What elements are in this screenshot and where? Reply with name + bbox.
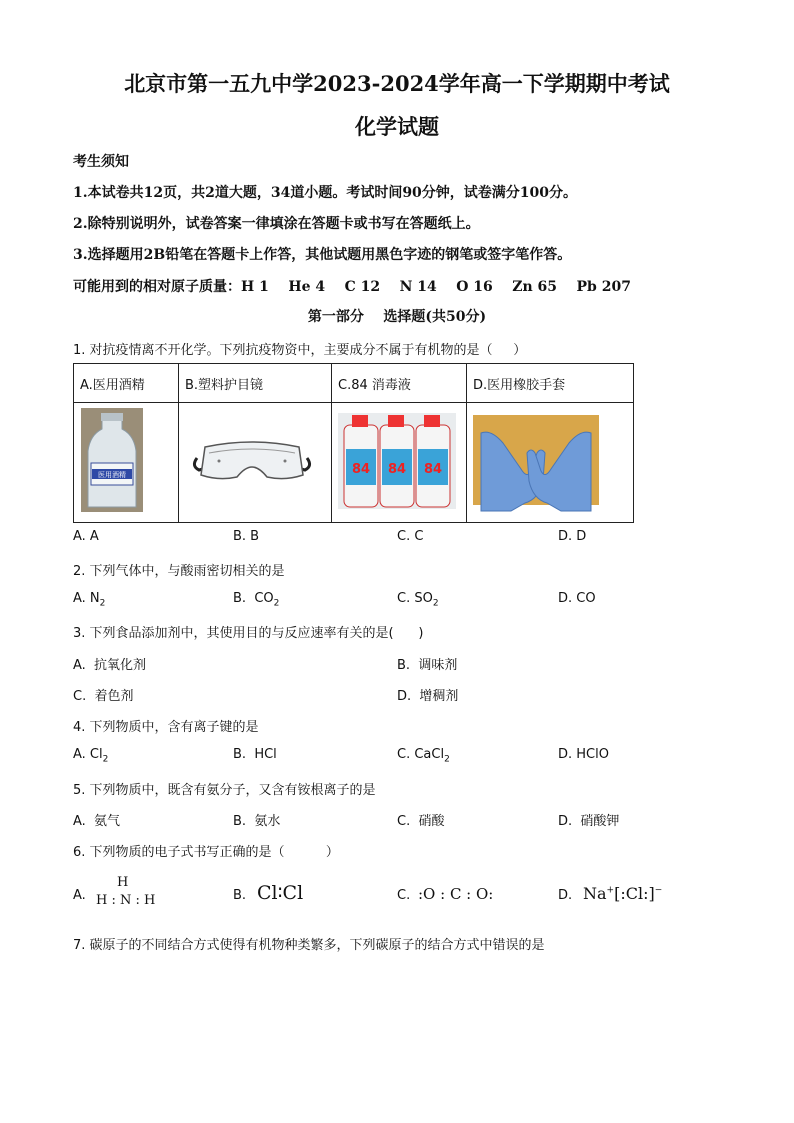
option: D. D — [558, 529, 587, 544]
formula-co2: :O : C : O: — [418, 885, 494, 903]
table-header: D.医用橡胶手套 — [467, 364, 634, 403]
table-cell — [332, 403, 467, 523]
option: B. $CO_2$ — [233, 591, 280, 609]
exam-title: 北京市第一五九中学2023-2024学年高一下学期期中考试 — [124, 71, 670, 96]
section-title: 第一部分 选择题(共50分) — [307, 309, 487, 325]
svg-text:84: 84 — [387, 462, 407, 477]
option-label: A. — [73, 888, 86, 903]
option: A. $N_2$ — [73, 591, 106, 609]
question-stem: 1. 对抗疫情离不开化学。下列抗疫物资中，主要成分不属于有机物的是（ ） — [73, 343, 527, 358]
svg-text:84: 84 — [423, 462, 443, 477]
option: A. 抗氧化剂 — [73, 658, 147, 673]
option: B. B — [233, 529, 260, 544]
option: C. CaCl$_2$ — [397, 747, 450, 765]
option-label: C. — [397, 888, 411, 903]
formula-nh3-top: H — [117, 875, 129, 890]
option: B. 调味剂 — [397, 658, 458, 673]
option: D. 硝酸钾 — [558, 814, 620, 829]
option: B. HCl — [233, 747, 277, 762]
notice-item: 2.除特别说明外，试卷答案一律填涂在答题卡或书写在答题纸上。 — [73, 216, 480, 232]
question-stem: 7. 碳原子的不同结合方式使得有机物种类繁多，下列碳原子的结合方式中错误的是 — [73, 938, 545, 953]
gloves-image — [467, 403, 627, 518]
option: D. CO — [558, 591, 596, 606]
option: C. 硝酸 — [397, 814, 445, 829]
formula-nacl: Na+[:Cl:]− — [583, 884, 663, 903]
option-label: B. — [233, 888, 247, 903]
alcohol-bottle-image — [74, 403, 178, 518]
question-stem: 4. 下列物质中，含有离子键的是 — [73, 720, 259, 735]
table-cell — [467, 403, 634, 523]
table-header: C.84 消毒液 — [332, 364, 467, 403]
goggles-image — [179, 403, 325, 518]
table-cell — [74, 403, 179, 523]
bottle-label: 医用酒精 — [98, 471, 126, 479]
question-stem: 6. 下列物质的电子式书写正确的是（ ） — [73, 845, 339, 860]
option: D. 增稠剂 — [397, 689, 459, 704]
notice-item: 3.选择题用2B铅笔在答题卡上作答，其他试题用黑色字迹的钢笔或签字笔作答。 — [73, 247, 572, 263]
option: C. 着色剂 — [73, 689, 134, 704]
atomic-mass-line: 可能用到的相对原子质量：H 1 He 4 C 12 N 14 O 16 Zn 65 Pb 207 — [73, 279, 631, 295]
question-stem: 5. 下列物质中，既含有氨分子，又含有铵根离子的是 — [73, 783, 376, 798]
formula-cl2: Cl∶Cl — [257, 882, 304, 904]
svg-text:84: 84 — [351, 462, 371, 477]
q1-table — [73, 363, 634, 523]
table-cell — [179, 403, 332, 523]
question-stem: 2. 下列气体中，与酸雨密切相关的是 — [73, 564, 285, 579]
table-header: B.塑料护目镜 — [179, 364, 332, 403]
option: D. HClO — [558, 747, 609, 762]
option: A. $Cl_2$ — [73, 747, 109, 765]
exam-subtitle: 化学试题 — [355, 114, 439, 139]
option: B. 氨水 — [233, 814, 281, 829]
question-stem: 3. 下列食品添加剂中，其使用目的与反应速率有关的是( ) — [73, 626, 424, 641]
option: C. $SO_2$ — [397, 591, 439, 609]
notice-item: 1.本试卷共12页，共2道大题，34道小题。考试时间90分钟，试卷满分100分。 — [73, 185, 578, 201]
table-header: A.医用酒精 — [74, 364, 179, 403]
disinfectant-image — [332, 403, 460, 518]
option: A. A — [73, 529, 99, 544]
option: C. C — [397, 529, 424, 544]
option: A. 氨气 — [73, 814, 121, 829]
notice-heading: 考生须知 — [73, 154, 129, 170]
formula-nh3: H : N : H — [96, 893, 156, 908]
option-label: D. — [558, 888, 573, 903]
